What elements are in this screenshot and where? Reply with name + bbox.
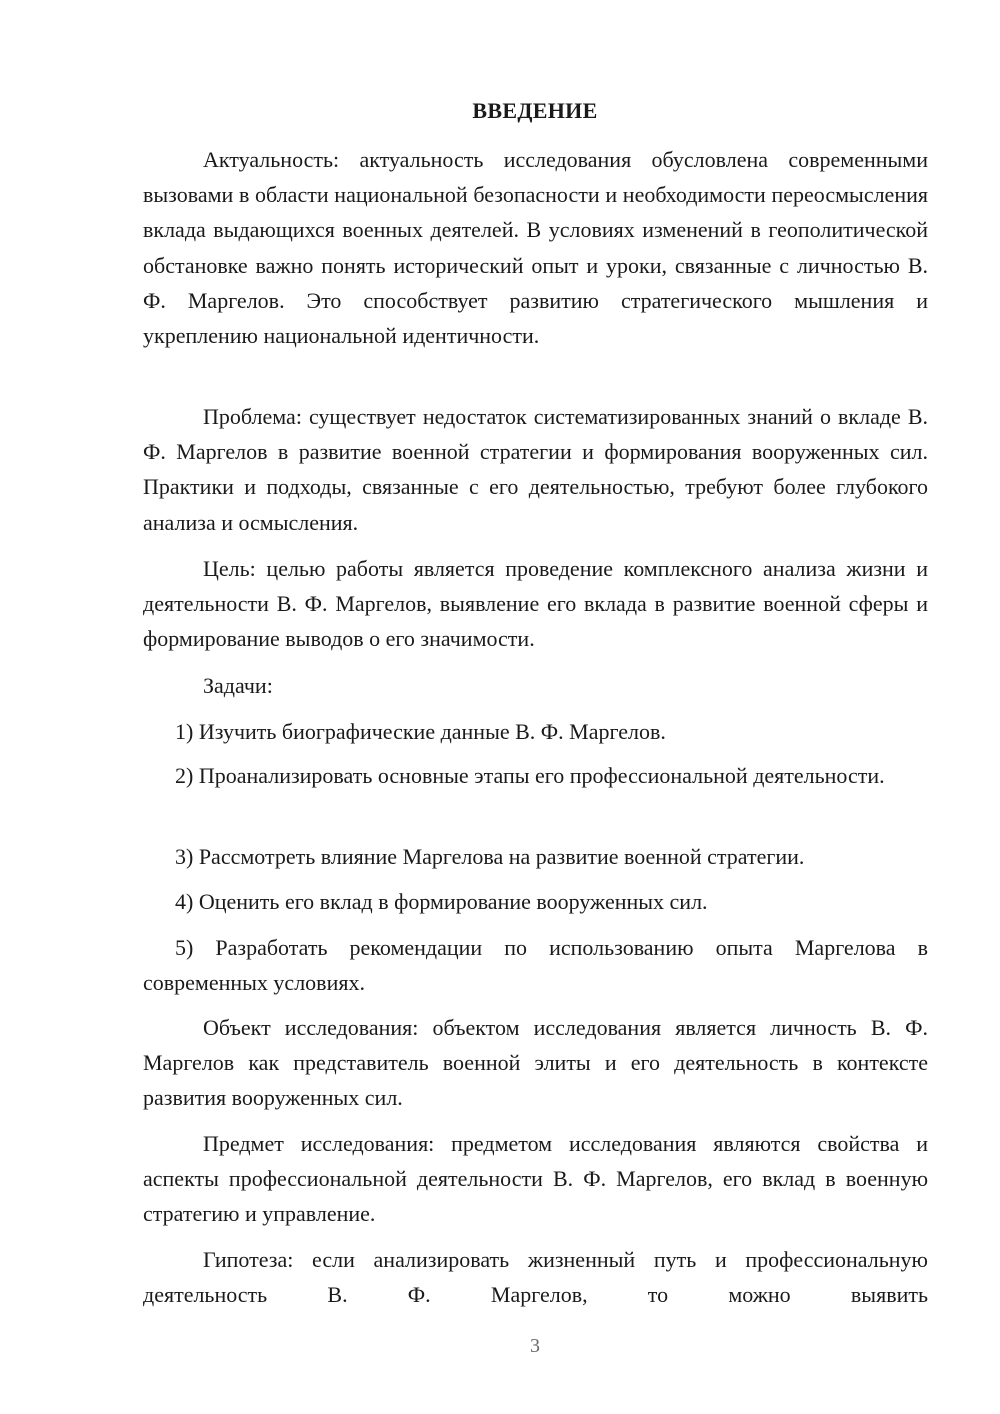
paragraph-goal: Цель: целью работы является проведение комплексного анализа жизни и деятельности В. Ф. Маргелов, выявление его вклада в развитие военной сферы и формирование выводов о его значимости. bbox=[143, 556, 928, 652]
task-item-2: 2) Проанализировать основные этапы его профессиональной деятельности. bbox=[175, 763, 885, 788]
paragraph-object: Объект исследования: объектом исследования является личность В. Ф. Маргелов как представитель военной элиты и его деятельность в контексте развития вооруженных сил. bbox=[143, 1015, 928, 1111]
section-title: ВВЕДЕНИЕ bbox=[472, 98, 598, 123]
page-number: 3 bbox=[530, 1335, 540, 1357]
task-item-1: 1) Изучить биографические данные В. Ф. Маргелов. bbox=[175, 719, 666, 744]
paragraph-hypothesis: Гипотеза: если анализировать жизненный путь и профессиональную деятельность В. Ф. Маргелов, то можно выявить bbox=[143, 1247, 928, 1308]
task-item-4: 4) Оценить его вклад в формирование вооруженных сил. bbox=[175, 889, 708, 914]
paragraph-relevance: Актуальность: актуальность исследования обусловлена современными вызовами в области национальной безопасности и необходимости переосмысления вклада выдающихся военных деятелей. В условиях изменений в геополитической обстановке важно понять исторический опыт и уроки, связанные с личностью В. Ф. Маргелов. Это способствует развитию стратегического мышления и укреплению национальной идентичности. bbox=[143, 147, 928, 349]
task-item-3: 3) Рассмотреть влияние Маргелова на развитие военной стратегии. bbox=[175, 844, 805, 869]
task-item-5: 5) Разработать рекомендации по использованию опыта Маргелова в современных условиях. bbox=[143, 935, 928, 996]
paragraph-problem: Проблема: существует недостаток систематизированных знаний о вкладе В. Ф. Маргелов в развитие военной стратегии и формирования вооруженных сил. Практики и подходы, связанные с его деятельностью, требуют более глубокого анализа и осмысления. bbox=[143, 404, 928, 535]
paragraph-subject: Предмет исследования: предметом исследования являются свойства и аспекты профессиональной деятельности В. Ф. Маргелов, его вклад в военную стратегию и управление. bbox=[143, 1131, 928, 1227]
tasks-heading: Задачи: bbox=[203, 673, 273, 698]
